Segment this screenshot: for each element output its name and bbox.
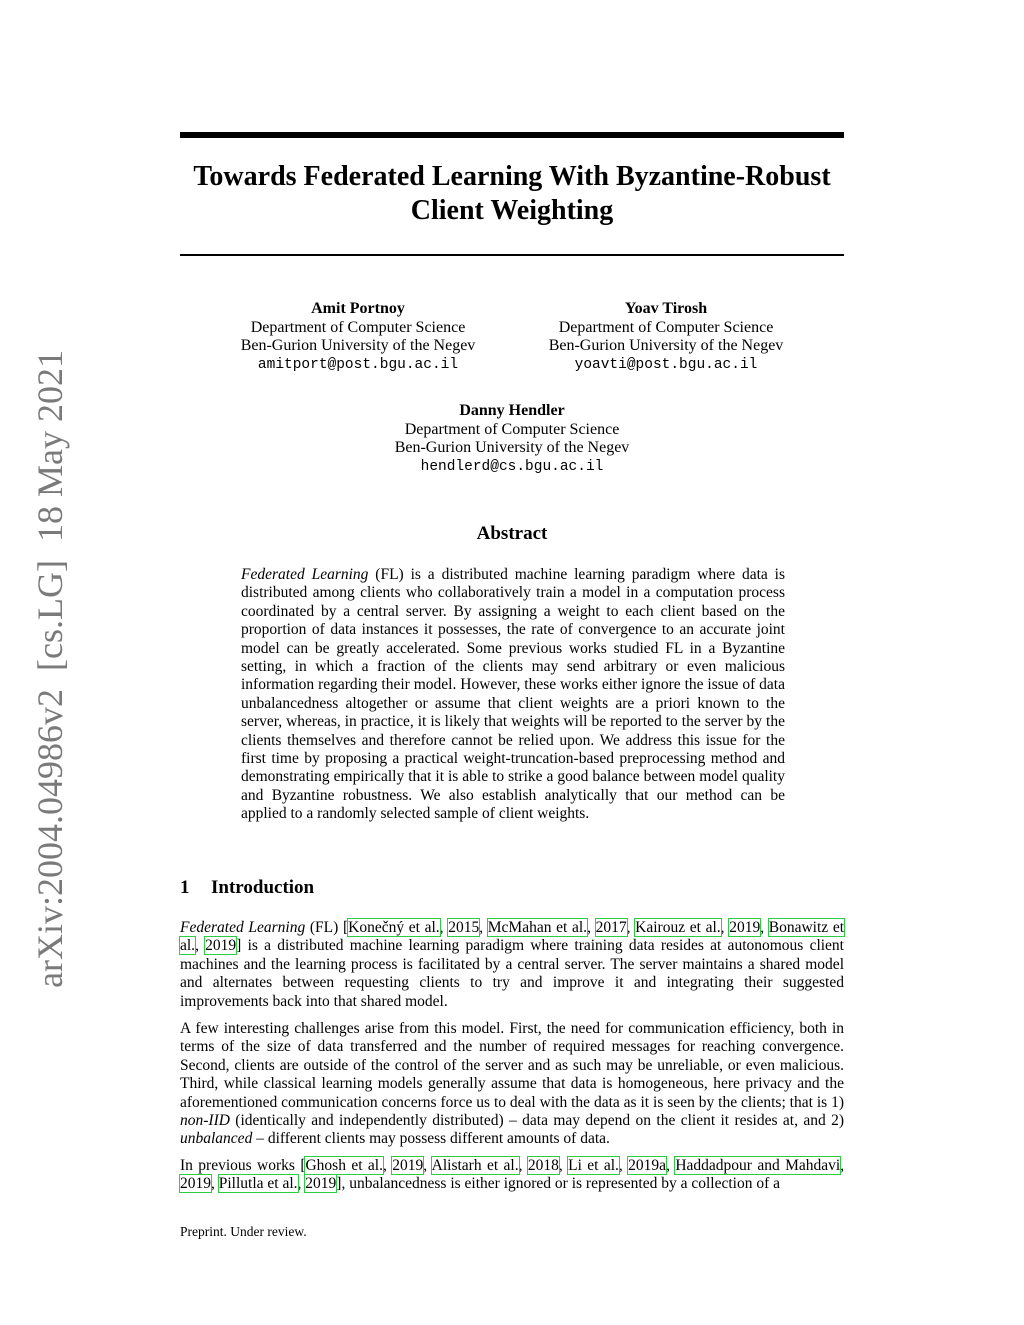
text-run: (identically and independently distributed) – data may depend on the client it resides at, and 2)	[229, 1112, 844, 1130]
title-line-1: Towards Federated Learning With Byzantine-Robust	[193, 161, 831, 192]
text-run: ,	[297, 1175, 306, 1193]
abstract-lead-term: Federated Learning	[241, 566, 369, 583]
abstract-body: (FL) is a distributed machine learning paradigm where data is distributed among clients who collaboratively train a model in a computation process coordinated by a central server. By assigning a weight to each client based on the proportion of data instances it possesses, the rate of convergence to an accurate joint model can be greatly accelerated. Some previous works studied FL in a Byzantine setting, in which a fraction of the clients may send arbitrary or even malicious information regarding their model. However, these works either ignore the issue of data unbalancedness altogether or assume that client weights are a priori known to the server, whereas, in practice, it is likely that weights will be reported to the server by the clients themselves and therefore cannot be relied upon. We address this issue for the first time by proposing a practical weight-truncation-based preprocessing method and demonstrating empirically that it is able to strike a good balance between model quality and Byzantine robustness. We also establish analytically that our method can be applied to a randomly selected sample of client weights.	[241, 566, 785, 823]
text-run: ,	[195, 937, 206, 955]
text-run: A few interesting challenges arise from this model. First, the need for communication efficiency, both in terms of the size of data transferred and the number of required messages for reaching convergence. Second, clients are outside of the control of the server and as such may be unreliable, or even malicious. Third, while classical learning models generally assume that data is homogeneous, here privacy and the aforementioned communication concerns force us to deal with the data as it is seen by the clients; that is 1)	[180, 1020, 844, 1111]
author-name: Danny Hendler	[459, 402, 565, 419]
citation-link[interactable]: Li et al.	[568, 1157, 619, 1174]
citation-link[interactable]: Ghosh et al.	[305, 1157, 383, 1174]
citation-link[interactable]: 2018	[527, 1157, 559, 1174]
title-rule-bottom	[180, 254, 844, 256]
author-block	[362, 402, 662, 476]
author-department: Department of Computer Science	[558, 318, 774, 336]
lead-term: Federated Learning	[180, 919, 306, 936]
text-run: – different clients may possess different amounts of data.	[252, 1130, 610, 1148]
paper-title	[180, 160, 844, 228]
text-run: ,	[666, 1157, 676, 1174]
citation-link[interactable]: 2015	[448, 919, 480, 936]
text-run: ,	[439, 919, 449, 936]
author-email[interactable]: amitport@post.bgu.ac.il	[257, 356, 459, 373]
author-email[interactable]: hendlerd@cs.bgu.ac.il	[420, 458, 604, 475]
paragraph-3	[180, 1157, 844, 1194]
citation-link[interactable]: 2019	[392, 1157, 424, 1174]
text-run: ,	[423, 1157, 432, 1174]
citation-link[interactable]: 2019a	[628, 1157, 667, 1174]
citation-link[interactable]: 2019	[729, 919, 761, 936]
citation-link[interactable]: Pillutla et al.	[218, 1175, 298, 1193]
citation-link[interactable]: 2019	[205, 937, 237, 955]
abstract-text	[241, 566, 785, 824]
section-heading-introduction	[180, 877, 314, 899]
italic-term: unbalanced	[180, 1130, 253, 1148]
text-run: ,	[479, 919, 488, 936]
section-title: Introduction	[211, 877, 315, 898]
title-rule-top	[180, 132, 844, 138]
paragraph-2	[180, 1020, 844, 1149]
text-run: ,	[626, 919, 636, 936]
author-university: Ben-Gurion University of the Negev	[394, 439, 630, 456]
text-run: ,	[211, 1175, 219, 1193]
text-run: ,	[840, 1157, 845, 1174]
title-line-2: Client Weighting	[410, 195, 614, 226]
author-name: Amit Portnoy	[311, 300, 405, 317]
author-department: Department of Computer Science	[404, 420, 620, 438]
citation-link[interactable]: Haddadpour and Mahdavi	[675, 1157, 841, 1174]
text-run: ,	[382, 1157, 393, 1174]
citation-link[interactable]: Alistarh et al.	[431, 1157, 519, 1174]
author-email[interactable]: yoavti@post.bgu.ac.il	[574, 356, 758, 373]
citation-link[interactable]: 2019	[305, 1175, 337, 1193]
citation-link[interactable]: McMahan et al.	[487, 919, 588, 936]
text-run: (FL) [	[305, 919, 349, 936]
section-number: 1	[180, 877, 190, 898]
abstract-heading: Abstract	[476, 523, 548, 544]
text-run: ,	[760, 919, 769, 936]
arxiv-stamp: arXiv:2004.04986v2 [cs.LG] 18 May 2021	[30, 350, 70, 988]
text-run: ,	[558, 1157, 569, 1174]
text-run: ,	[618, 1157, 629, 1174]
text-run: ] is a distributed machine learning paradigm where training data resides at autonomous client machines and the learning process is facilitated by a central server. The server maintains a shared model and alternates between requesting clients to try and improve it and integrating their suggested improvements back into that shared model.	[180, 937, 844, 1010]
citation-link[interactable]: Konečný et al.	[348, 919, 440, 936]
paragraph-1	[180, 919, 844, 1011]
italic-term: non-IID	[180, 1112, 230, 1130]
text-run: In previous works [	[180, 1157, 306, 1174]
citation-link[interactable]: Bonawitz et al.	[180, 919, 845, 955]
author-block	[516, 300, 816, 374]
author-name: Yoav Tirosh	[624, 300, 708, 317]
citation-link[interactable]: Kairouz et al.	[635, 919, 721, 936]
text-run: ,	[518, 1157, 528, 1174]
text-run: ,	[720, 919, 730, 936]
citation-link[interactable]: 2019	[180, 1175, 211, 1193]
footer-note: Preprint. Under review.	[180, 1224, 307, 1239]
author-university: Ben-Gurion University of the Negev	[548, 337, 784, 354]
text-run: ], unbalancedness is either ignored or is represented by a collection of a	[336, 1175, 781, 1193]
citation-link[interactable]: 2017	[595, 919, 627, 936]
author-university: Ben-Gurion University of the Negev	[240, 337, 476, 354]
author-block	[208, 300, 508, 374]
author-department: Department of Computer Science	[250, 318, 466, 336]
text-run: ,	[587, 919, 596, 936]
